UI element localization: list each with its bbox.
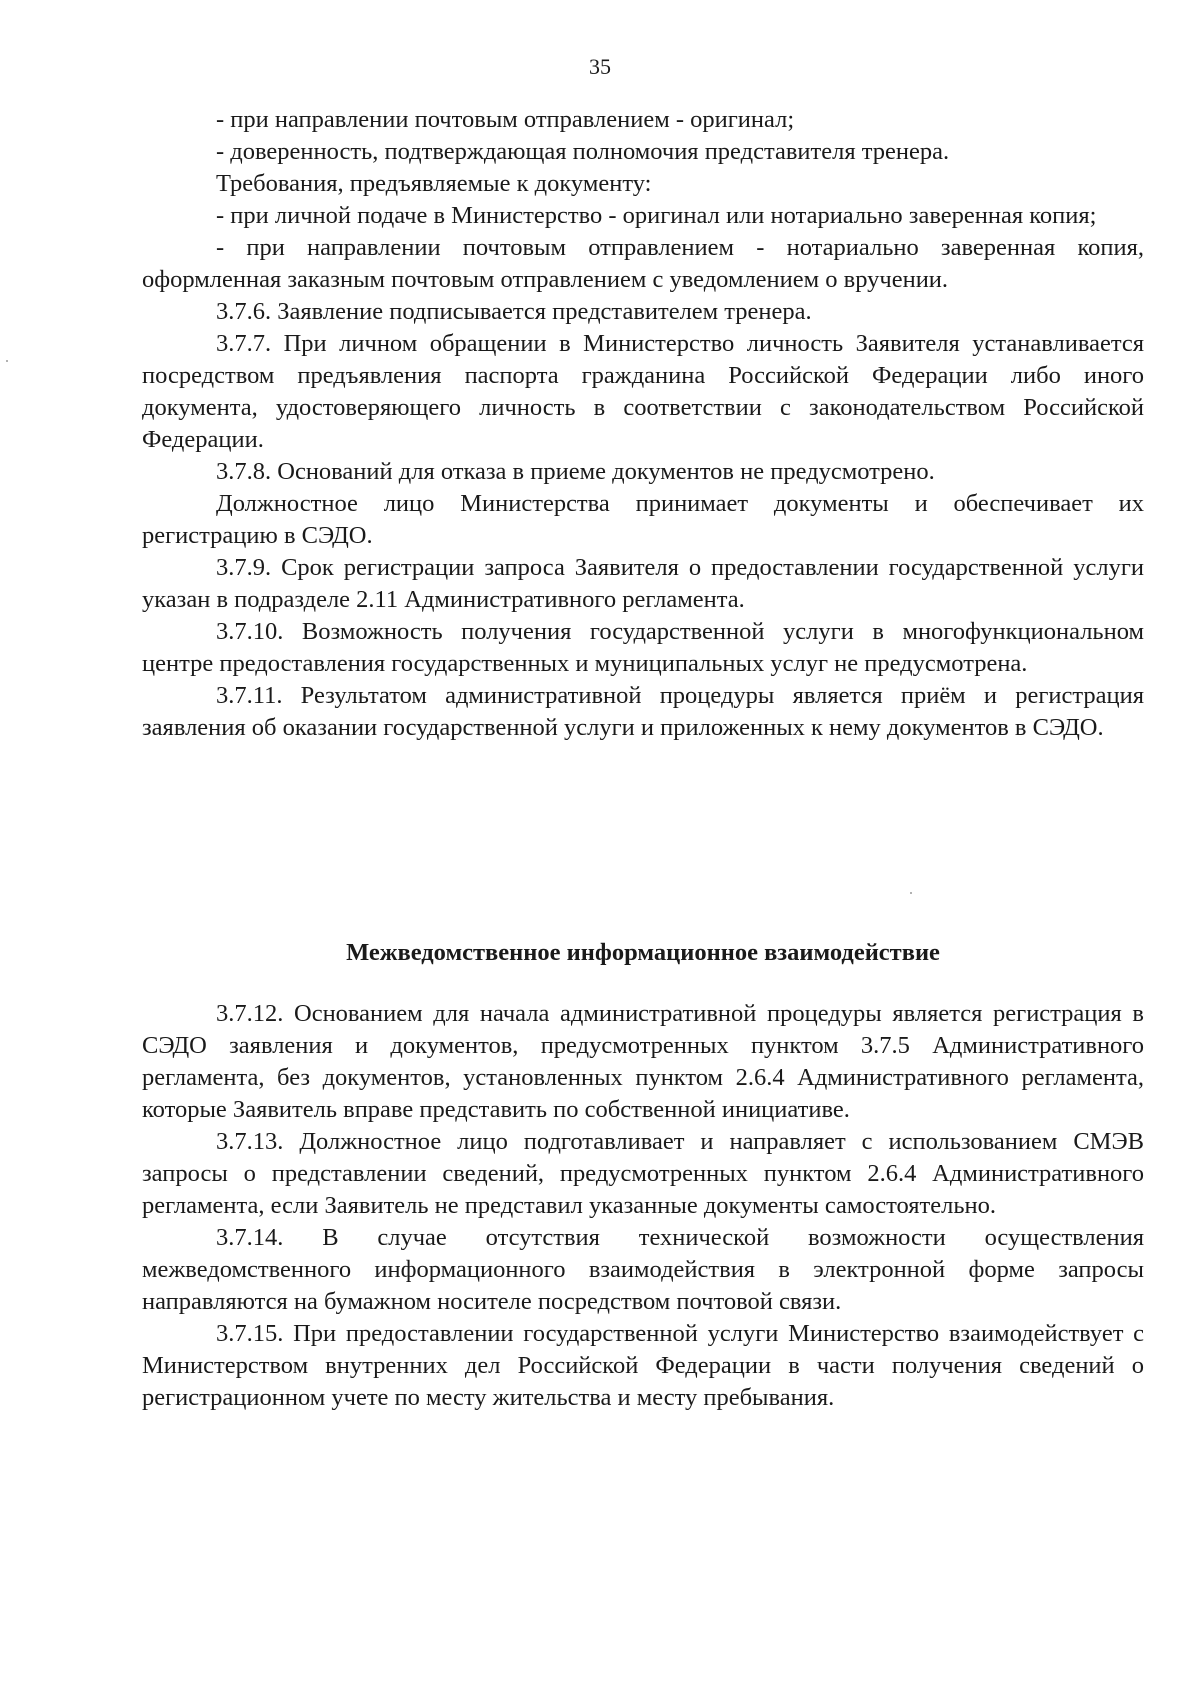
paragraph-3-7-8: 3.7.8. Оснований для отказа в приеме документов не предусмотрено.	[216, 458, 935, 485]
scan-speck	[910, 892, 912, 894]
document-body-top	[142, 104, 1144, 744]
paragraph: Должностное лицо Министерства принимает документы и обеспечивает их регистрацию в СЭДО.	[142, 490, 1144, 549]
paragraph-3-7-12: 3.7.12. Основанием для начала административной процедуры является регистрация в СЭДО заявления и документов, предусмотренных пунктом 3.7.5 Административного регламента, без документов, установленных пунктом 2.6.4 Административного регламента, которые Заявитель вправе представить по собственной инициативе.	[142, 1000, 1144, 1123]
paragraph-3-7-15: 3.7.15. При предоставлении государственной услуги Министерство взаимодействует с Министерством внутренних дел Российской Федерации в части получения сведений о регистрационном учете по месту жительства и месту пребывания.	[142, 1320, 1144, 1411]
paragraph-3-7-7: 3.7.7. При личном обращении в Министерство личность Заявителя устанавливается посредством предъявления паспорта гражданина Российской Федерации либо иного документа, удостоверяющего личность в соответствии с законодательством Российской Федерации.	[142, 330, 1144, 453]
paragraph: - при личной подаче в Министерство - оригинал или нотариально заверенная копия;	[216, 202, 1097, 229]
page-number: 35	[589, 54, 611, 79]
paragraph-3-7-10: 3.7.10. Возможность получения государственной услуги в многофункциональном центре предоставления государственных и муниципальных услуг не предусмотрена.	[142, 618, 1144, 677]
paragraph: - при направлении почтовым отправлением - нотариально заверенная копия, оформленная заказным почтовым отправлением с уведомлением о вручении.	[142, 234, 1144, 293]
paragraph-3-7-14: 3.7.14. В случае отсутствия технической возможности осуществления межведомственного информационного взаимодействия в электронной форме запросы направляются на бумажном носителе посредством почтовой связи.	[142, 1224, 1144, 1315]
scan-speck	[6, 360, 8, 362]
document-body-bottom	[142, 998, 1144, 1414]
paragraph: - при направлении почтовым отправлением - оригинал;	[216, 106, 795, 133]
section-heading-block	[142, 937, 1144, 969]
paragraph: - доверенность, подтверждающая полномочия представителя тренера.	[216, 138, 950, 165]
section-heading: Межведомственное информационное взаимодействие	[346, 939, 940, 966]
paragraph-3-7-9: 3.7.9. Срок регистрации запроса Заявителя о предоставлении государственной услуги указан в подразделе 2.11 Административного регламента.	[142, 554, 1144, 613]
paragraph-3-7-13: 3.7.13. Должностное лицо подготавливает и направляет с использованием СМЭВ запросы о представлении сведений, предусмотренных пунктом 2.6.4 Административного регламента, если Заявитель не представил указанные документы самостоятельно.	[142, 1128, 1144, 1219]
paragraph-3-7-11: 3.7.11. Результатом административной процедуры является приём и регистрация заявления об оказании государственной услуги и приложенных к нему документов в СЭДО.	[142, 682, 1144, 741]
paragraph-3-7-6: 3.7.6. Заявление подписывается представителем тренера.	[216, 298, 812, 325]
paragraph: Требования, предъявляемые к документу:	[216, 170, 652, 197]
